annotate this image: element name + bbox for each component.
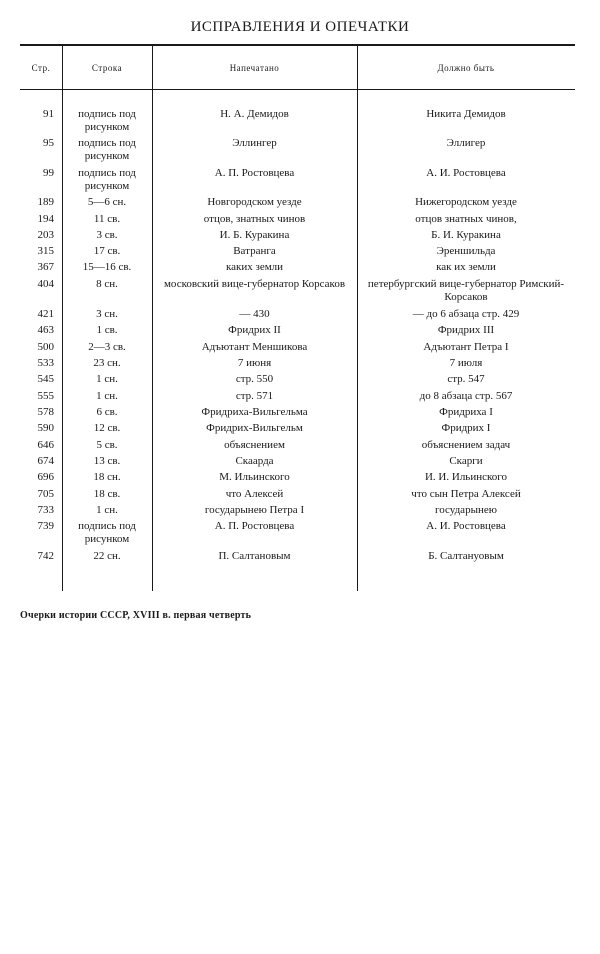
- row-page: 646: [37, 439, 54, 451]
- row-printed: П. Салтановым: [218, 550, 291, 562]
- row-line: 22 сн.: [93, 550, 121, 562]
- row-printed: отцов, знатных чинов: [203, 213, 306, 225]
- row-page: 533: [37, 357, 54, 369]
- row-page: 739: [37, 520, 54, 532]
- row-page: 590: [37, 422, 54, 434]
- row-should-be: 7 июля: [449, 357, 483, 369]
- row-printed: А. П. Ростовцева: [214, 167, 295, 179]
- row-page: 733: [37, 504, 54, 516]
- row-line: 3 св.: [96, 229, 118, 241]
- row-page: 674: [37, 455, 54, 467]
- row-printed: московский вице-губернатор Корсаков: [163, 278, 346, 290]
- row-line: подпись под рисунком: [78, 137, 136, 162]
- row-printed: А. П. Ростовцева: [214, 520, 295, 532]
- row-line: подпись под рисунком: [78, 167, 136, 192]
- row-should-be: отцов знатных чинов,: [415, 213, 517, 225]
- row-page: 578: [37, 406, 54, 418]
- row-should-be: — до 6 абзаца стр. 429: [412, 308, 520, 320]
- row-printed: 7 июня: [237, 357, 272, 369]
- row-should-be: до 8 абзаца стр. 567: [419, 390, 513, 402]
- row-page: 315: [37, 245, 54, 257]
- row-line: 13 св.: [93, 455, 121, 467]
- row-page: 500: [37, 341, 54, 353]
- row-line: 1 сн.: [96, 373, 118, 385]
- row-should-be: что сын Петра Алексей: [411, 488, 521, 500]
- row-printed: объяснением: [224, 439, 285, 451]
- row-should-be: петербургский вице-губернатор Римский-Корсаков: [367, 278, 565, 303]
- row-should-be: А. И. Ростовцева: [426, 520, 506, 532]
- footer-note: Очерки истории СССР, XVIII в. первая четверть: [20, 610, 252, 621]
- row-line: подпись под рисунком: [78, 108, 136, 133]
- row-should-be: Эллигер: [446, 137, 486, 149]
- row-line: 12 св.: [93, 422, 121, 434]
- row-should-be: как их земли: [436, 261, 496, 273]
- row-printed: Эллингер: [232, 137, 277, 149]
- row-should-be: государынею: [435, 504, 497, 516]
- row-printed: Фридриха-Вильгельма: [201, 406, 308, 418]
- row-page: 696: [37, 471, 54, 483]
- row-line: 15—16 св.: [82, 261, 132, 273]
- row-line: 3 сн.: [96, 308, 118, 320]
- row-line: 1 сн.: [96, 504, 118, 516]
- row-line: 6 св.: [96, 406, 118, 418]
- row-should-be: И. И. Ильинского: [424, 471, 508, 483]
- row-printed: стр. 550: [235, 373, 274, 385]
- row-printed: Скаарда: [235, 455, 274, 467]
- row-printed: Адъютант Меншикова: [201, 341, 308, 353]
- row-printed: Н. А. Демидов: [220, 108, 289, 120]
- header-page: Стр.: [31, 63, 51, 73]
- row-printed: стр. 571: [235, 390, 274, 402]
- row-printed: Новгородском уезде: [207, 196, 302, 208]
- row-page: 367: [37, 261, 54, 273]
- row-line: 1 св.: [96, 324, 118, 336]
- header-should-be: Должно быть: [437, 63, 495, 73]
- row-page: 203: [37, 229, 54, 241]
- row-printed: Ватранга: [233, 245, 276, 257]
- row-printed: Фридрих-Вильгельм: [206, 422, 303, 434]
- row-should-be: Эреншильда: [436, 245, 496, 257]
- row-printed: каких земли: [225, 261, 284, 273]
- row-page: 95: [43, 137, 54, 149]
- row-should-be: Фридрих III: [437, 324, 495, 336]
- row-should-be: А. И. Ростовцева: [426, 167, 506, 179]
- row-page: 705: [37, 488, 54, 500]
- row-should-be: Никита Демидов: [426, 108, 506, 120]
- row-line: 18 сн.: [93, 471, 121, 483]
- row-line: 8 сн.: [96, 278, 118, 290]
- row-line: 1 сн.: [96, 390, 118, 402]
- row-line: 18 св.: [93, 488, 121, 500]
- row-line: 23 сн.: [93, 357, 121, 369]
- row-should-be: Б. И. Куракина: [431, 229, 501, 241]
- row-page: 194: [37, 213, 54, 225]
- row-page: 99: [43, 167, 54, 179]
- row-should-be: Нижегородском уезде: [415, 196, 517, 208]
- row-page: 463: [37, 324, 54, 336]
- row-line: подпись под рисунком: [78, 520, 136, 545]
- row-line: 5 св.: [96, 439, 118, 451]
- header-printed: Напечатано: [229, 63, 280, 73]
- row-should-be: Скарги: [449, 455, 483, 467]
- row-printed: М. Ильинского: [219, 471, 290, 483]
- header-line: Строка: [91, 63, 123, 73]
- row-page: 555: [37, 390, 54, 402]
- row-page: 742: [37, 550, 54, 562]
- row-printed: что Алексей: [225, 488, 284, 500]
- row-should-be: Фридрих I: [441, 422, 491, 434]
- row-page: 545: [37, 373, 54, 385]
- row-page: 421: [37, 308, 54, 320]
- row-should-be: Фридриха I: [439, 406, 493, 418]
- row-line: 17 св.: [93, 245, 121, 257]
- page-title: ИСПРАВЛЕНИЯ И ОПЕЧАТКИ: [190, 19, 410, 35]
- row-printed: государынею Петра I: [204, 504, 305, 516]
- row-line: 2—3 св.: [88, 341, 126, 353]
- row-printed: И. Б. Куракина: [219, 229, 290, 241]
- row-should-be: Б. Салтануовым: [428, 550, 504, 562]
- row-line: 5—6 сн.: [87, 196, 127, 208]
- row-page: 404: [37, 278, 54, 290]
- top-rule: [20, 44, 575, 46]
- header-rule: [20, 89, 575, 90]
- row-page: 91: [43, 108, 54, 120]
- row-should-be: стр. 547: [447, 373, 485, 385]
- row-printed: Фридрих II: [228, 324, 281, 336]
- row-page: 189: [37, 196, 54, 208]
- row-printed: — 430: [239, 308, 270, 320]
- row-should-be: объяснением задач: [421, 439, 511, 451]
- row-should-be: Адъютант Петра I: [423, 341, 509, 353]
- row-line: 11 св.: [93, 213, 121, 225]
